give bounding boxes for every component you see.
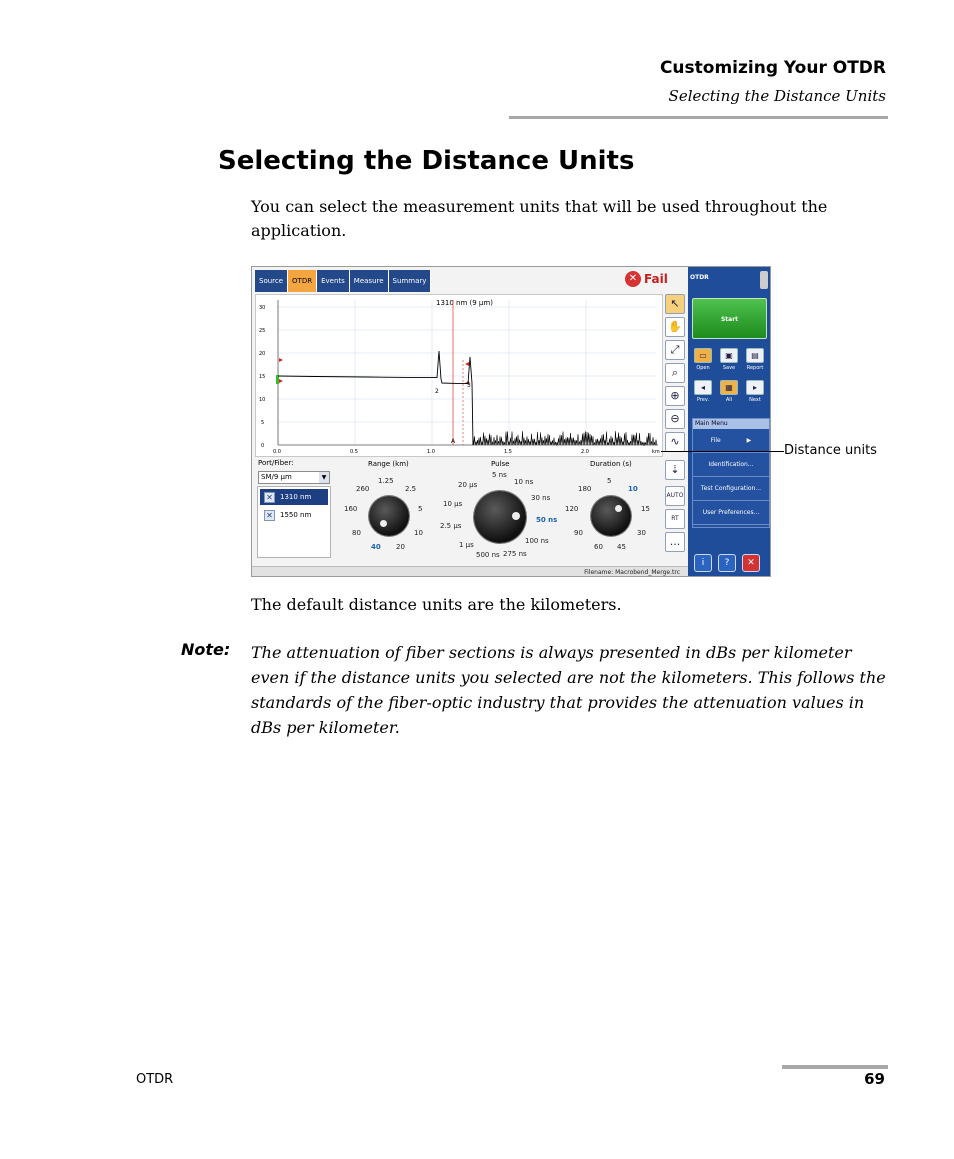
tab-source[interactable]: Source (255, 270, 288, 292)
footer-rule (782, 1065, 888, 1069)
arrow-right-icon: ▶ (746, 437, 752, 444)
y-tick: 20 (259, 351, 266, 357)
zoom-area-icon[interactable]: ⤢ (665, 340, 685, 360)
pulse-title: Pulse (491, 460, 510, 468)
pulse-tick: 5 ns (492, 471, 507, 479)
marker-label: A (451, 438, 456, 445)
zoom-in-icon[interactable]: ⊕ (665, 386, 685, 406)
range-tick: 160 (344, 505, 358, 513)
range-tick: 1.25 (378, 477, 394, 485)
y-tick: 5 (261, 420, 265, 426)
x-unit: km (652, 449, 660, 455)
auto-button[interactable]: AUTO (665, 486, 685, 506)
next-icon: ▸ (746, 380, 764, 395)
zoom-out-icon[interactable]: ⊖ (665, 409, 685, 429)
tab-otdr[interactable]: OTDR (288, 270, 317, 292)
pulse-tick: 30 ns (531, 494, 551, 502)
pulse-tick: 275 ns (503, 550, 527, 558)
note-text: The attenuation of fiber sections is always presented in dBs per kilometer even if the distance units you selected are not the kilometers. This follows the standards of the fiber-optic industry that provides the attenuation values in dBs per kilometer. (251, 643, 886, 737)
graph-title: 1310 nm (9 µm) (436, 299, 493, 307)
main-menu-header: Main Menu (693, 419, 769, 429)
y-tick: 30 (259, 305, 266, 311)
chevron-down-icon: ▼ (319, 472, 329, 483)
checkbox-icon[interactable]: ✕ (264, 510, 275, 521)
y-tick: 0 (261, 443, 265, 449)
pulse-tick: 100 ns (525, 537, 549, 545)
port-fiber-label: Port/Fiber: (258, 459, 294, 467)
pulse-tick: 2.5 µs (440, 522, 462, 530)
menu-file[interactable]: File ▶ (693, 429, 769, 453)
pulse-tick: 1 µs (459, 541, 474, 549)
report-button[interactable] (744, 348, 766, 371)
section-heading: Selecting the Distance Units (218, 146, 635, 176)
pulse-tick: 10 ns (514, 478, 534, 486)
menu-user-preferences[interactable]: User Preferences... (693, 501, 769, 525)
download-icon[interactable]: ⇣ (665, 460, 685, 480)
close-icon[interactable]: ✕ (742, 554, 760, 572)
bottom-icon-bar (694, 554, 760, 572)
range-tick: 10 (414, 529, 423, 537)
duration-tick: 60 (594, 543, 603, 551)
trace-graph[interactable] (255, 294, 663, 457)
marker-label: 2 (435, 388, 439, 395)
more-button[interactable]: ... (665, 532, 685, 552)
duration-tick: 90 (574, 529, 583, 537)
tab-measure[interactable]: Measure (350, 270, 389, 292)
range-tick: 260 (356, 485, 370, 493)
folder-icon: ▭ (694, 348, 712, 363)
duration-title: Duration (s) (590, 460, 632, 468)
all-icon: ▦ (720, 380, 738, 395)
range-knob[interactable] (369, 496, 409, 536)
running-header-chapter: Customizing Your OTDR (659, 58, 886, 78)
tab-bar (255, 270, 431, 292)
pulse-tick: 10 µs (443, 500, 463, 508)
duration-tick: 15 (641, 505, 650, 513)
range-tick: 80 (352, 529, 361, 537)
duration-tick: 120 (565, 505, 579, 513)
signal-icon (760, 271, 768, 289)
checkbox-icon[interactable]: ✕ (264, 492, 275, 503)
wavelength-label: 1550 nm (280, 511, 312, 519)
otdr-sidebar (688, 267, 771, 577)
prev-button[interactable] (692, 380, 714, 403)
wavelength-item[interactable] (260, 507, 328, 523)
fail-status (625, 271, 668, 287)
sidebar-title: OTDR (690, 274, 709, 281)
y-tick: 10 (259, 397, 266, 403)
prev-icon: ◂ (694, 380, 712, 395)
range-tick: 2.5 (405, 485, 417, 493)
fail-label: Fail (644, 272, 668, 286)
range-tick: 5 (418, 505, 423, 513)
trace-svg (256, 295, 662, 456)
page-number: 69 (864, 1070, 885, 1088)
menu-identification[interactable]: Identification... (693, 453, 769, 477)
wavelength-label: 1310 nm (280, 493, 312, 501)
x-tick: 0.5 (350, 449, 358, 455)
callout-leader-line (661, 451, 784, 452)
header-rule (509, 116, 888, 119)
save-label: Save (722, 365, 736, 371)
all-label: All (725, 397, 733, 403)
save-icon: ▣ (720, 348, 738, 363)
graph-toolbar (663, 294, 687, 555)
save-button[interactable] (718, 348, 740, 371)
fiber-select-value: SM/9 µm (261, 473, 292, 481)
pointer-tool-icon[interactable]: ↖ (665, 294, 685, 314)
y-tick: 25 (259, 328, 266, 334)
pulse-tick: 500 ns (476, 551, 500, 559)
all-button[interactable] (718, 380, 740, 403)
open-button[interactable] (692, 348, 714, 371)
help-icon[interactable]: ? (718, 554, 736, 572)
range-tick: 40 (371, 543, 381, 551)
intro-paragraph: You can select the measurement units that will be used throughout the application. (251, 197, 828, 240)
info-icon[interactable]: i (694, 554, 712, 572)
pan-hand-icon[interactable]: ✋ (665, 317, 685, 337)
default-units-paragraph: The default distance units are the kilometers. (251, 595, 622, 614)
duration-tick: 10 (628, 485, 638, 493)
wavelength-list (257, 486, 331, 558)
x-tick: 1.0 (427, 449, 435, 455)
marker-label: 3 (467, 382, 471, 389)
next-button[interactable] (744, 380, 766, 403)
duration-tick: 5 (607, 477, 612, 485)
duration-knob[interactable] (591, 496, 631, 536)
duration-tick: 45 (617, 543, 626, 551)
otdr-screenshot (251, 266, 771, 577)
filename-status: Filename: Macrobend_Merge.trc (252, 566, 688, 577)
note-label: Note: (181, 640, 231, 659)
menu-test-configuration[interactable]: Test Configuration... (693, 477, 769, 501)
fiber-select[interactable] (258, 471, 330, 484)
y-tick: 15 (259, 374, 266, 380)
pulse-tick: 20 µs (458, 481, 478, 489)
pulse-tick: 50 ns (536, 516, 558, 524)
tab-events[interactable]: Events (317, 270, 350, 292)
prev-label: Prev. (696, 397, 710, 403)
zoom-fit-icon[interactable]: ⌕ (665, 363, 685, 383)
x-tick: 0.0 (273, 449, 281, 455)
wavelength-item[interactable] (260, 489, 328, 505)
open-label: Open (696, 365, 710, 371)
report-icon: ▤ (746, 348, 764, 363)
duration-tick: 30 (637, 529, 646, 537)
footer-product: OTDR (136, 1072, 174, 1087)
range-title: Range (km) (368, 460, 409, 468)
realtime-button[interactable]: RT (665, 509, 685, 529)
trace-icon[interactable]: ∿ (665, 432, 685, 452)
running-header-section: Selecting the Distance Units (668, 87, 886, 105)
fail-icon: ✕ (625, 271, 641, 287)
range-tick: 20 (396, 543, 405, 551)
tab-summary[interactable]: Summary (389, 270, 432, 292)
x-tick: 2.0 (581, 449, 589, 455)
duration-tick: 180 (578, 485, 592, 493)
report-label: Report (746, 365, 764, 371)
next-label: Next (749, 397, 761, 403)
x-tick: 1.5 (504, 449, 512, 455)
main-menu (692, 418, 770, 528)
start-button[interactable]: Start (692, 298, 767, 339)
pulse-knob[interactable] (474, 491, 526, 543)
callout-distance-units: Distance units (784, 443, 877, 458)
